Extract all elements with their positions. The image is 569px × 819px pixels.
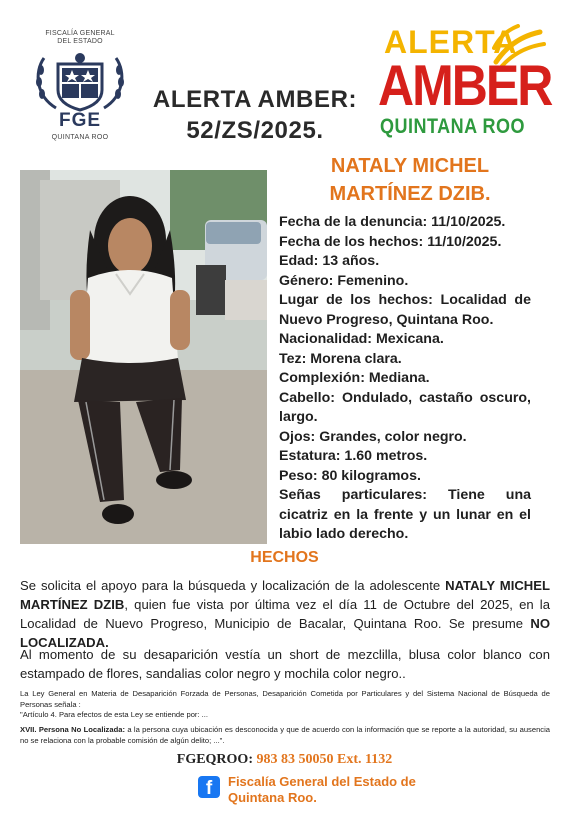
detail-weight: Peso: 80 kilogramos. (279, 467, 421, 484)
detail-event-date: Fecha de los hechos: 11/10/2025. (279, 233, 502, 250)
hechos-p1-name: NATALY MICHEL MARTÍNEZ DZIB (20, 578, 550, 612)
facebook-page-line1: Fiscalía General del Estado de (228, 774, 416, 789)
person-name-line1: NATALY MICHEL (330, 155, 490, 177)
hechos-p1-status: NO LOCALIZADA. (20, 616, 550, 650)
hechos-paragraph-1 (20, 576, 550, 652)
fge-acronym: FGE (58, 110, 102, 131)
hechos-heading: HECHOS (250, 549, 319, 566)
alert-title-line1: ALERTA AMBER: (152, 86, 358, 113)
contact-label: FGEQROO: (176, 752, 253, 767)
detail-eyes: Ojos: Grandes, color negro. (279, 428, 467, 445)
contact-phone: 983 83 50050 Ext. 1132 (253, 752, 393, 767)
legal-definition-term: XVII. Persona No Localizada: (20, 725, 125, 734)
alerta-amber-logo (374, 22, 550, 142)
hechos-p1-intro: Se solicita el apoyo para la búsqueda y localización de la adolescente (20, 578, 446, 593)
legal-text-definition (20, 725, 550, 746)
detail-build: Complexión: Mediana. (279, 370, 430, 386)
detail-hair: Cabello: Ondulado, castaño oscuro, largo. (279, 389, 531, 425)
missing-person-name (290, 152, 530, 208)
detail-marks: Señas particulares: Tiene una cicatriz en la frente y un lunar en el labio lado derecho. (279, 487, 531, 542)
detail-report-date: Fecha de la denuncia: 11/10/2025. (279, 214, 506, 230)
fge-agency-name: FISCALÍA GENERAL DEL ESTADO (45, 30, 115, 45)
facebook-page-name[interactable] (228, 774, 418, 806)
legal-text-intro: La Ley General en Materia de Desaparición Forzada de Personas, Desaparición Cometida por Particulares y del Sistema Nacional de Búsqueda de Personas señala : (20, 689, 550, 709)
hechos-paragraph-2: Al momento de su desaparición vestía un short de mezclilla, blusa color blanco con estampado de flores, sandalias color negro y mochila color negro.. (20, 647, 550, 681)
missing-person-photo (20, 170, 267, 544)
detail-age: Edad: 13 años. (279, 253, 380, 269)
facebook-page-line2: Quintana Roo. (228, 790, 317, 805)
photo-illustration (20, 170, 267, 544)
detail-gender: Género: Femenino. (279, 272, 409, 289)
legal-definition-body: a la persona cuya ubicación es desconocida y que de acuerdo con la información que se reporte a la autoridad, su ausencia no se relaciona con la probable comisión de algún delito; ...". (20, 725, 551, 745)
person-details-list (279, 213, 531, 545)
alert-number: 52/ZS/2025. (186, 117, 324, 144)
hechos-p1-body: , quien fue vista por última vez el día 11 de Octubre del 2025, en la Localidad de Nuevo Progreso, Municipio de Bacalar, Quintana Roo. Se presume (20, 597, 550, 631)
alert-title (140, 84, 370, 146)
fge-state: QUINTANA ROO (51, 134, 109, 141)
fge-logo (28, 30, 132, 141)
amber-logo-word-amber: AMBER (378, 53, 552, 118)
detail-complexion: Tez: Morena clara. (279, 350, 402, 367)
detail-nationality: Nacionalidad: Mexicana. (279, 331, 444, 347)
fge-emblem-icon (32, 50, 128, 112)
legal-text-article: "Artículo 4. Para efectos de esta Ley se entiende por: ... (20, 710, 209, 719)
person-name-line2: MARTÍNEZ DZIB. (329, 183, 491, 205)
facebook-icon[interactable]: f (198, 776, 220, 798)
detail-height: Estatura: 1.60 metros. (279, 448, 428, 464)
detail-location: Lugar de los hechos: Localidad de Nuevo Progreso, Quintana Roo. (279, 292, 531, 328)
amber-logo-word-state: QUINTANA ROO (380, 114, 525, 138)
amber-logo-word-alerta: ALERTA (384, 24, 518, 60)
contact-line (0, 752, 569, 768)
